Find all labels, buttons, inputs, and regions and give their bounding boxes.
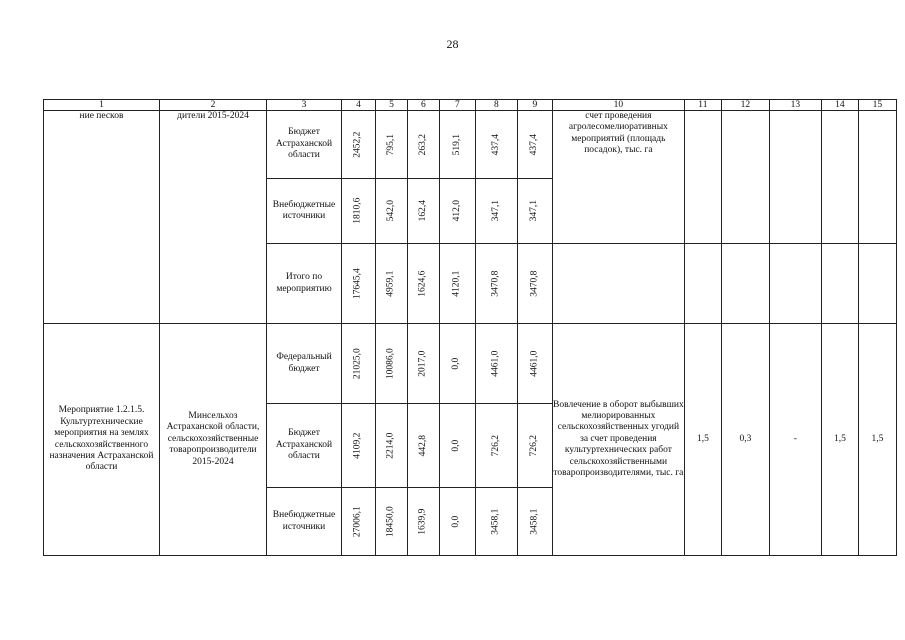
value-cell bbox=[376, 404, 408, 488]
value-text: 10086,0 bbox=[385, 348, 396, 379]
value-text: 27006,1 bbox=[352, 506, 363, 537]
target-cell bbox=[769, 244, 821, 324]
value-text: 2452,2 bbox=[352, 131, 363, 158]
indicator-cell bbox=[552, 244, 684, 324]
header-cell: 13 bbox=[769, 100, 821, 111]
value-cell bbox=[439, 488, 475, 556]
value-cell bbox=[517, 324, 552, 404]
value-cell bbox=[475, 404, 517, 488]
header-cell: 14 bbox=[821, 100, 858, 111]
value-text: 0,0 bbox=[451, 515, 462, 528]
value-text: 437,4 bbox=[490, 133, 501, 156]
target-cell bbox=[684, 244, 721, 324]
target-cell: 1,5 bbox=[821, 324, 858, 556]
header-cell: 15 bbox=[858, 100, 896, 111]
value-cell bbox=[407, 111, 439, 179]
header-cell: 3 bbox=[267, 100, 342, 111]
value-cell bbox=[376, 488, 408, 556]
table-row bbox=[44, 324, 897, 404]
value-text: 1639,9 bbox=[417, 508, 428, 535]
value-cell bbox=[342, 244, 376, 324]
value-text: 4461,0 bbox=[490, 350, 501, 377]
value-cell bbox=[475, 111, 517, 179]
target-cell bbox=[684, 111, 721, 244]
value-cell bbox=[475, 244, 517, 324]
header-cell: 2 bbox=[160, 100, 267, 111]
header-cell: 1 bbox=[44, 100, 160, 111]
value-text: 442,8 bbox=[417, 434, 428, 457]
value-cell bbox=[342, 111, 376, 179]
value-text: 347,1 bbox=[529, 200, 540, 222]
value-cell bbox=[475, 324, 517, 404]
value-cell bbox=[439, 404, 475, 488]
value-text: 726,2 bbox=[490, 434, 501, 457]
header-cell: 9 bbox=[517, 100, 552, 111]
value-text: 0,0 bbox=[451, 439, 462, 452]
value-text: 4461,0 bbox=[529, 350, 540, 377]
header-row bbox=[44, 100, 897, 111]
value-text: 4120,1 bbox=[451, 270, 462, 297]
funding-source-cell: Внебюджетные источники bbox=[267, 488, 342, 556]
value-cell bbox=[342, 179, 376, 244]
value-text: 347,1 bbox=[490, 200, 501, 222]
value-text: 2214,0 bbox=[385, 432, 396, 459]
value-cell bbox=[517, 488, 552, 556]
value-text: 3470,8 bbox=[490, 270, 501, 297]
header-cell: 7 bbox=[439, 100, 475, 111]
value-cell bbox=[342, 404, 376, 488]
target-cell: 1,5 bbox=[684, 324, 721, 556]
value-cell bbox=[517, 111, 552, 179]
value-cell bbox=[376, 244, 408, 324]
target-cell: 1,5 bbox=[858, 324, 896, 556]
indicator-cell: Вовлечение в оборот выбывших мелиорированных сельскохозяйственных угодий за счет проведения культуртехнических работ сельскохозяйственными товаропроизводителями, тыс. га bbox=[552, 324, 684, 556]
value-text: 162,4 bbox=[417, 200, 428, 222]
value-text: 263,2 bbox=[417, 133, 428, 156]
indicator-cell: счет проведения агролесомелиоративных мероприятий (площадь посадок), тыс. га bbox=[552, 111, 684, 244]
target-cell bbox=[858, 111, 896, 244]
table-row bbox=[44, 111, 897, 179]
value-cell bbox=[439, 244, 475, 324]
value-cell bbox=[342, 324, 376, 404]
value-cell bbox=[407, 488, 439, 556]
executor-cell: Минсельхоз Астраханской области, сельскохозяйственные товаропроизводители 2015-2024 bbox=[160, 324, 267, 556]
value-cell bbox=[376, 324, 408, 404]
value-text: 3458,1 bbox=[490, 508, 501, 535]
value-cell bbox=[475, 179, 517, 244]
activity-name-cell: ние песков bbox=[44, 111, 160, 324]
value-cell bbox=[439, 179, 475, 244]
value-text: 2017,0 bbox=[417, 350, 428, 377]
value-cell bbox=[407, 324, 439, 404]
header-cell: 10 bbox=[552, 100, 684, 111]
funding-source-cell: Внебюджетные источники bbox=[267, 179, 342, 244]
value-text: 3470,8 bbox=[529, 270, 540, 297]
header-cell: 12 bbox=[721, 100, 769, 111]
value-cell bbox=[475, 488, 517, 556]
header-cell: 11 bbox=[684, 100, 721, 111]
value-text: 4109,2 bbox=[352, 432, 363, 459]
target-cell: 0,3 bbox=[721, 324, 769, 556]
value-text: 542,0 bbox=[385, 200, 396, 222]
target-cell: - bbox=[769, 324, 821, 556]
funding-source-cell: Бюджет Астраханской области bbox=[267, 404, 342, 488]
page-number: 28 bbox=[446, 37, 459, 51]
value-cell bbox=[376, 111, 408, 179]
value-text: 1810,6 bbox=[352, 197, 363, 225]
value-text: 1624,6 bbox=[417, 270, 428, 297]
value-text: 3458,1 bbox=[529, 508, 540, 535]
funding-source-cell: Итого по мероприятию bbox=[267, 244, 342, 324]
value-cell bbox=[407, 244, 439, 324]
value-text: 412,0 bbox=[451, 200, 462, 222]
executor-cell: дители 2015-2024 bbox=[160, 111, 267, 324]
value-cell bbox=[342, 488, 376, 556]
value-cell bbox=[517, 404, 552, 488]
value-cell bbox=[407, 179, 439, 244]
target-cell bbox=[721, 244, 769, 324]
value-text: 0,0 bbox=[451, 357, 462, 370]
value-cell bbox=[407, 404, 439, 488]
funding-source-cell: Федеральный бюджет bbox=[267, 324, 342, 404]
target-cell bbox=[769, 111, 821, 244]
target-cell bbox=[821, 111, 858, 244]
target-cell bbox=[858, 244, 896, 324]
value-text: 795,1 bbox=[385, 133, 396, 156]
value-cell bbox=[517, 179, 552, 244]
header-cell: 8 bbox=[475, 100, 517, 111]
activity-name-cell: Мероприятие 1.2.1.5. Культуртехнические мероприятия на землях сельскохозяйственного назначения Астраханской области bbox=[44, 324, 160, 556]
value-text: 726,2 bbox=[529, 434, 540, 457]
header-cell: 5 bbox=[376, 100, 408, 111]
header-cell: 6 bbox=[407, 100, 439, 111]
target-cell bbox=[721, 111, 769, 244]
value-cell bbox=[517, 244, 552, 324]
value-text: 17645,4 bbox=[352, 268, 363, 299]
value-text: 437,4 bbox=[529, 133, 540, 156]
header-cell: 4 bbox=[342, 100, 376, 111]
target-cell bbox=[821, 244, 858, 324]
value-cell bbox=[439, 324, 475, 404]
value-cell bbox=[439, 111, 475, 179]
value-text: 21025,0 bbox=[352, 348, 363, 379]
program-table bbox=[43, 99, 897, 556]
value-text: 4959,1 bbox=[385, 270, 396, 297]
value-text: 18450,0 bbox=[385, 506, 396, 537]
value-text: 519,1 bbox=[451, 133, 462, 156]
funding-source-cell: Бюджет Астраханской области bbox=[267, 111, 342, 179]
value-cell bbox=[376, 179, 408, 244]
